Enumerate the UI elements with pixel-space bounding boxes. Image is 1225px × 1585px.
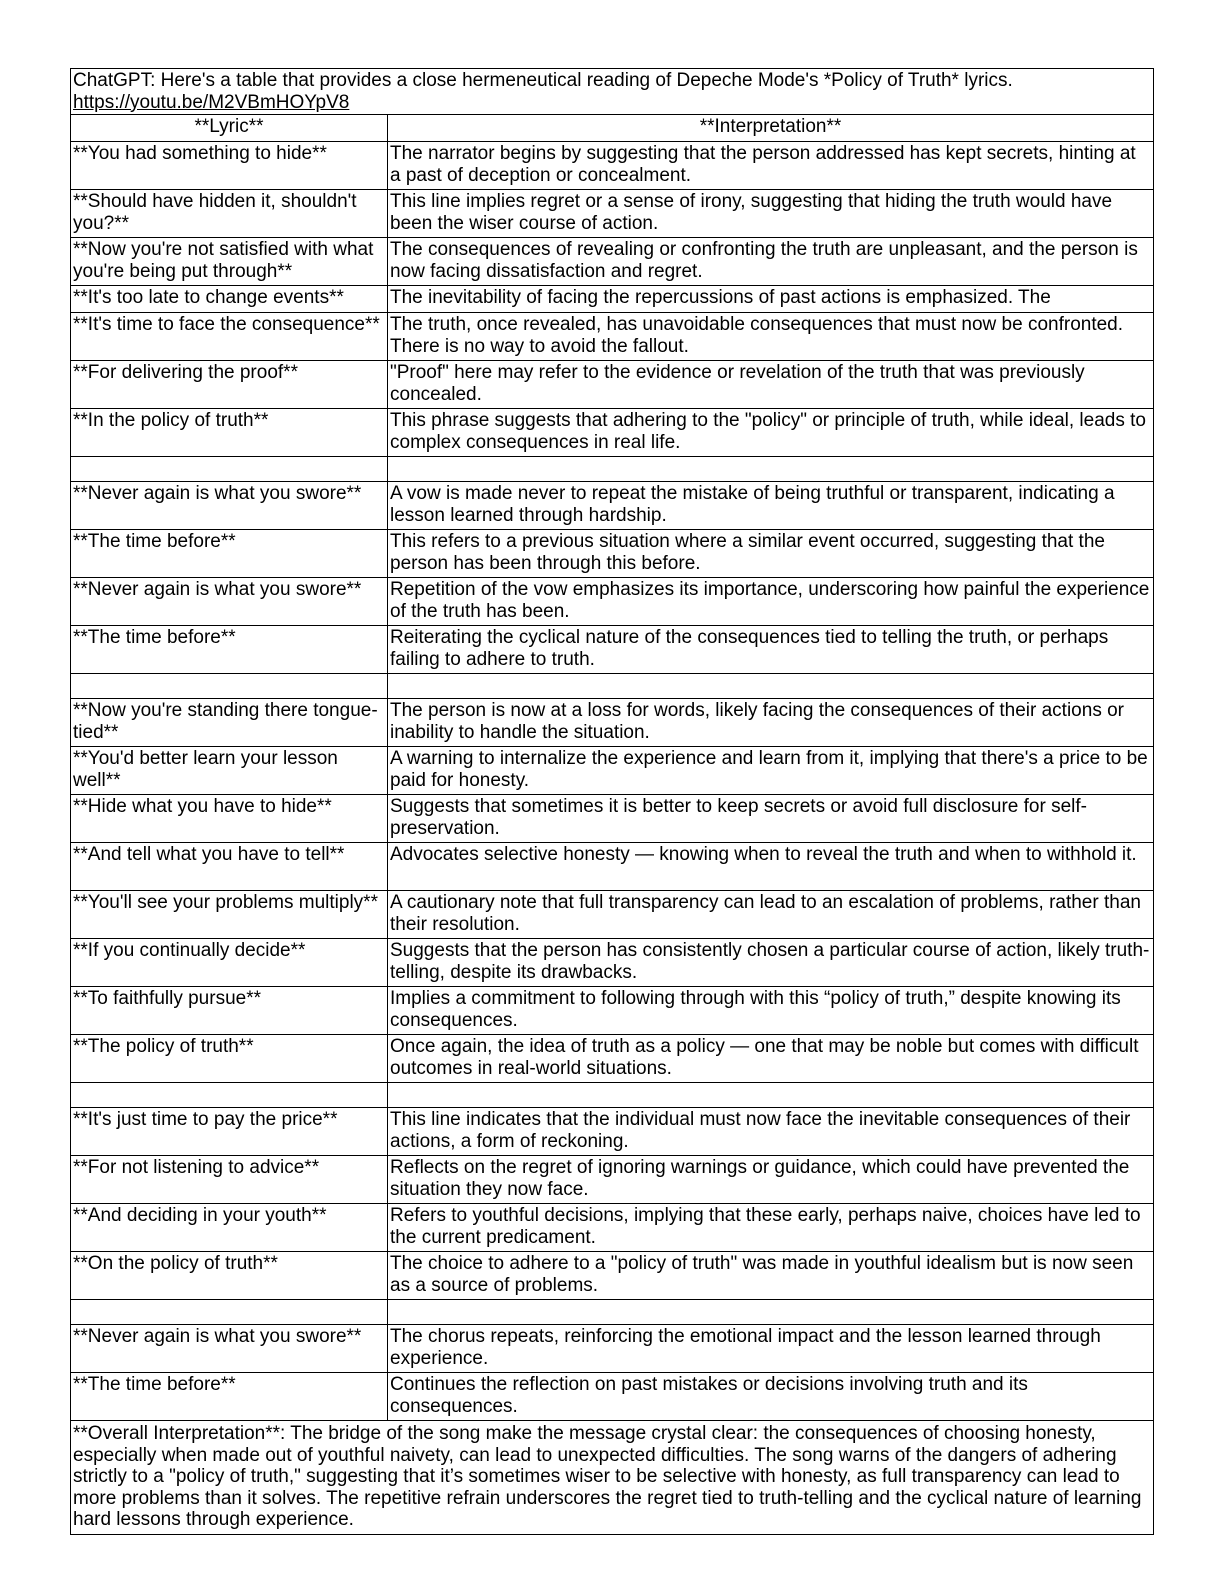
lyric-cell: **Should have hidden it, shouldn't you?** (71, 190, 388, 238)
table-row (71, 142, 1154, 190)
interpretation-cell: A vow is made never to repeat the mistake of being truthful or transparent, indicating a lesson learned through hardship. (388, 482, 1154, 530)
lyric-cell: **For delivering the proof** (71, 361, 388, 409)
interpretation-column-header: **Interpretation** (388, 115, 1154, 142)
table-row (71, 578, 1154, 626)
interpretation-cell: The choice to adhere to a "policy of truth" was made in youthful idealism but is now seen as a source of problems. (388, 1252, 1154, 1300)
lyric-cell: **The time before** (71, 626, 388, 674)
spacer-row (71, 674, 1154, 699)
lyric-cell: **If you continually decide** (71, 939, 388, 987)
interpretation-cell: This line implies regret or a sense of irony, suggesting that hiding the truth would have been the wiser course of action. (388, 190, 1154, 238)
column-header-row (71, 115, 1154, 142)
lyric-cell (71, 1083, 388, 1108)
lyric-cell: **The policy of truth** (71, 1035, 388, 1083)
table-row (71, 626, 1154, 674)
table-row (71, 1373, 1154, 1421)
lyric-cell: **In the policy of truth** (71, 409, 388, 457)
table-row (71, 843, 1154, 891)
lyric-cell: **It's just time to pay the price** (71, 1108, 388, 1156)
table-row (71, 286, 1154, 313)
lyric-cell: **It's too late to change events** (71, 286, 388, 313)
interpretation-cell (388, 457, 1154, 482)
interpretation-cell: Suggests that the person has consistently chosen a particular course of action, likely truth-telling, despite its drawbacks. (388, 939, 1154, 987)
lyric-cell (71, 1300, 388, 1325)
table-row (71, 530, 1154, 578)
table-row (71, 190, 1154, 238)
spacer-row (71, 1083, 1154, 1108)
table-row (71, 482, 1154, 530)
interpretation-cell: Continues the reflection on past mistakes or decisions involving truth and its consequences. (388, 1373, 1154, 1421)
lyric-cell: **To faithfully pursue** (71, 987, 388, 1035)
lyric-cell: **Now you're not satisfied with what you're being put through** (71, 238, 388, 286)
interpretation-cell: The truth, once revealed, has unavoidable consequences that must now be confronted. There is no way to avoid the fallout. (388, 313, 1154, 361)
interpretation-cell (388, 1300, 1154, 1325)
interpretation-cell: This refers to a previous situation where a similar event occurred, suggesting that the person has been through this before. (388, 530, 1154, 578)
interpretation-cell: Reiterating the cyclical nature of the consequences tied to telling the truth, or perhaps failing to adhere to truth. (388, 626, 1154, 674)
interpretation-cell: Once again, the idea of truth as a policy — one that may be noble but comes with difficult outcomes in real-world situations. (388, 1035, 1154, 1083)
interpretation-cell: Implies a commitment to following through with this “policy of truth,” despite knowing its consequences. (388, 987, 1154, 1035)
lyrics-table (70, 68, 1154, 1535)
lyric-cell: **Never again is what you swore** (71, 1325, 388, 1373)
table-row (71, 1252, 1154, 1300)
interpretation-cell: The chorus repeats, reinforcing the emotional impact and the lesson learned through experience. (388, 1325, 1154, 1373)
lyric-cell: **The time before** (71, 1373, 388, 1421)
intro-text: ChatGPT: Here's a table that provides a close hermeneutical reading of Depeche Mode's *Policy of Truth* lyrics. (73, 70, 1013, 91)
lyric-cell: **And tell what you have to tell** (71, 843, 388, 891)
spacer-row (71, 457, 1154, 482)
table-row (71, 361, 1154, 409)
interpretation-cell: A warning to internalize the experience and learn from it, implying that there's a price to be paid for honesty. (388, 747, 1154, 795)
table-row (71, 1156, 1154, 1204)
lyric-column-header: **Lyric** (71, 115, 388, 142)
table-row (71, 1325, 1154, 1373)
lyric-cell: **Never again is what you swore** (71, 482, 388, 530)
table-row (71, 409, 1154, 457)
lyric-cell: **Never again is what you swore** (71, 578, 388, 626)
table-row (71, 238, 1154, 286)
lyric-cell: **You'll see your problems multiply** (71, 891, 388, 939)
spacer-row (71, 1300, 1154, 1325)
lyric-cell: **On the policy of truth** (71, 1252, 388, 1300)
interpretation-cell: Refers to youthful decisions, implying that these early, perhaps naive, choices have led to the current predicament. (388, 1204, 1154, 1252)
interpretation-cell: The narrator begins by suggesting that the person addressed has kept secrets, hinting at a past of deception or concealment. (388, 142, 1154, 190)
table-row (71, 939, 1154, 987)
interpretation-cell: "Proof" here may refer to the evidence or revelation of the truth that was previously concealed. (388, 361, 1154, 409)
table-row (71, 987, 1154, 1035)
interpretation-cell (388, 674, 1154, 699)
lyric-cell: **You had something to hide** (71, 142, 388, 190)
interpretation-cell: The inevitability of facing the repercussions of past actions is emphasized. The (388, 286, 1154, 313)
lyric-cell: **And deciding in your youth** (71, 1204, 388, 1252)
table-body (71, 142, 1154, 1421)
interpretation-cell: Suggests that sometimes it is better to keep secrets or avoid full disclosure for self-preservation. (388, 795, 1154, 843)
lyric-cell: **The time before** (71, 530, 388, 578)
video-link[interactable]: https://youtu.be/M2VBmHOYpV8 (73, 91, 350, 113)
lyric-cell: **For not listening to advice** (71, 1156, 388, 1204)
lyric-cell (71, 674, 388, 699)
intro-cell (71, 69, 1154, 115)
interpretation-cell: This phrase suggests that adhering to the "policy" or principle of truth, while ideal, leads to complex consequences in real life. (388, 409, 1154, 457)
intro-row (71, 69, 1154, 115)
interpretation-cell: Reflects on the regret of ignoring warnings or guidance, which could have prevented the situation they now face. (388, 1156, 1154, 1204)
interpretation-cell: This line indicates that the individual must now face the inevitable consequences of their actions, a form of reckoning. (388, 1108, 1154, 1156)
table-row (71, 747, 1154, 795)
overall-interpretation: **Overall Interpretation**: The bridge of the song make the message crystal clear: the consequences of choosing honesty, especially when made out of youthful naivety, can lead to unexpected difficulties. The song warns of the dangers of adhering strictly to a "policy of truth," suggesting that it’s sometimes wiser to be selective with honesty, as full transparency can lead to more problems than it solves. The repetitive refrain underscores the regret tied to truth-telling and the cyclical nature of learning hard lessons through experience. (71, 1421, 1154, 1535)
table-row (71, 313, 1154, 361)
table-row (71, 891, 1154, 939)
table-row (71, 1204, 1154, 1252)
lyric-cell: **Now you're standing there tongue-tied** (71, 699, 388, 747)
document-sheet (70, 68, 1153, 1535)
interpretation-cell: Advocates selective honesty — knowing when to reveal the truth and when to withhold it. (388, 843, 1154, 891)
interpretation-cell: The person is now at a loss for words, likely facing the consequences of their actions or inability to handle the situation. (388, 699, 1154, 747)
interpretation-cell (388, 1083, 1154, 1108)
footer-row (71, 1421, 1154, 1535)
lyric-cell: **It's time to face the consequence** (71, 313, 388, 361)
table-row (71, 795, 1154, 843)
interpretation-cell: Repetition of the vow emphasizes its importance, underscoring how painful the experience of the truth has been. (388, 578, 1154, 626)
interpretation-cell: The consequences of revealing or confronting the truth are unpleasant, and the person is now facing dissatisfaction and regret. (388, 238, 1154, 286)
interpretation-cell: A cautionary note that full transparency can lead to an escalation of problems, rather than their resolution. (388, 891, 1154, 939)
lyric-cell: **Hide what you have to hide** (71, 795, 388, 843)
table-row (71, 699, 1154, 747)
table-row (71, 1035, 1154, 1083)
lyric-cell (71, 457, 388, 482)
table-row (71, 1108, 1154, 1156)
lyric-cell: **You'd better learn your lesson well** (71, 747, 388, 795)
